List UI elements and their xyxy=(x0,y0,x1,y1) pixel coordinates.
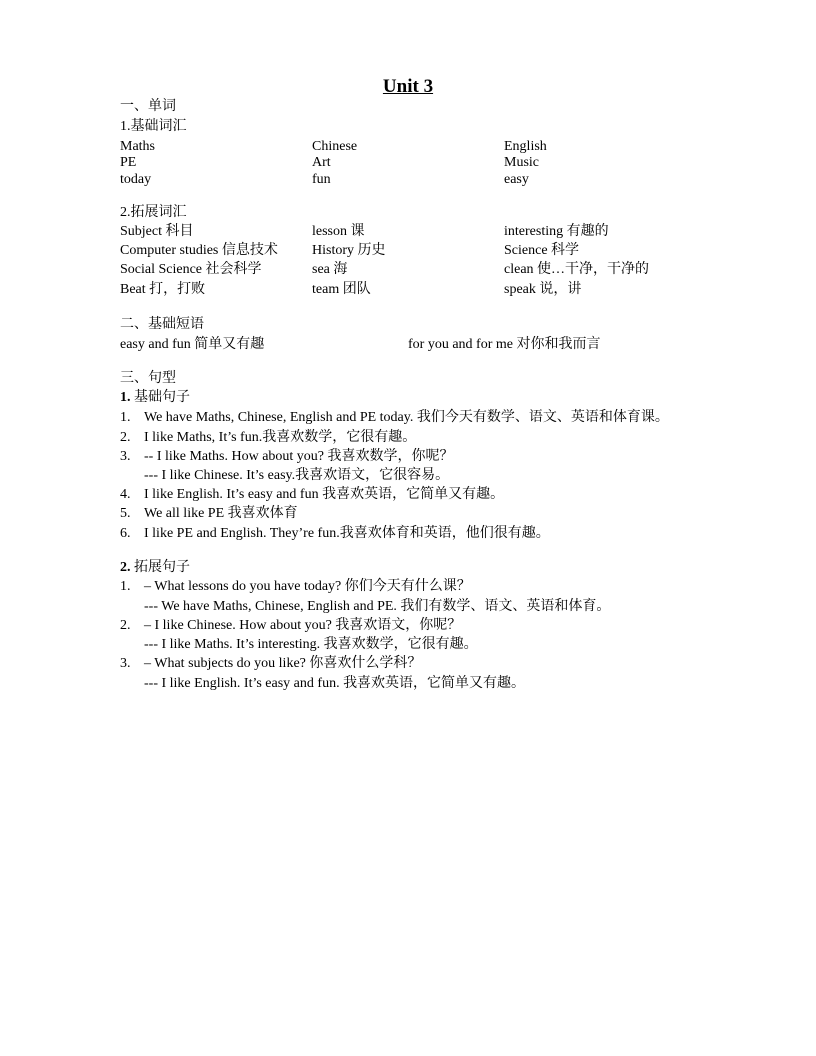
vocab-word: fun xyxy=(312,172,331,187)
sentence-number: 6. xyxy=(120,526,131,541)
sentence-number: 4. xyxy=(120,487,131,502)
sentence-number: 1. xyxy=(120,579,131,594)
sentence-text: – What subjects do you like? 你喜欢什么学科？ xyxy=(144,656,422,671)
vocab-word: Subject 科目 xyxy=(120,224,194,239)
section-heading-sentences: 三、句型 xyxy=(120,371,176,386)
phrase: for you and for me 对你和我而言 xyxy=(408,337,601,352)
vocab-word: History 历史 xyxy=(312,243,386,258)
sentence-number: 3. xyxy=(120,449,131,464)
subheading-label: 拓展句子 xyxy=(134,560,190,575)
sentence-text: --- I like Maths. It’s interesting. 我喜欢数学，它很有趣。 xyxy=(144,637,478,652)
subheading-basic-vocabulary: 1.基础词汇 xyxy=(120,119,187,134)
subheading-number: 2. xyxy=(120,560,131,575)
vocab-word: interesting 有趣的 xyxy=(504,224,609,239)
vocab-word: clean 使…干净，干净的 xyxy=(504,262,650,277)
sentence-number: 3. xyxy=(120,656,131,671)
phrase: easy and fun 简单又有趣 xyxy=(120,337,265,352)
sentence-number: 2. xyxy=(120,618,131,633)
vocab-word: Chinese xyxy=(312,139,358,154)
page-title: Unit 3 xyxy=(382,76,434,97)
sentence-text: I like PE and English. They’re fun.我喜欢体育和英语，他们很有趣。 xyxy=(144,526,550,541)
vocab-word: English xyxy=(504,139,547,154)
subheading-number: 1. xyxy=(120,390,131,405)
vocab-word: Social Science 社会科学 xyxy=(120,262,262,277)
subheading-extended-vocabulary: 2.拓展词汇 xyxy=(120,205,187,220)
sentence-text: --- I like Chinese. It’s easy.我喜欢语文，它很容易。 xyxy=(144,468,450,483)
sentence-text: We all like PE 我喜欢体育 xyxy=(144,506,298,521)
subheading-extended-sentences xyxy=(120,559,190,577)
sentence-text: – I like Chinese. How about you? 我喜欢语文，你呢？ xyxy=(144,618,462,633)
sentence-text: --- We have Maths, Chinese, English and PE. 我们有数学、语文、英语和体育。 xyxy=(144,599,611,614)
sentence-number: 2. xyxy=(120,430,131,445)
vocab-word: easy xyxy=(504,172,529,187)
sentence-number: 5. xyxy=(120,506,131,521)
vocab-word: lesson 课 xyxy=(312,224,365,239)
vocab-word: Science 科学 xyxy=(504,243,580,258)
subheading-basic-sentences xyxy=(120,389,190,407)
subheading-label: 基础句子 xyxy=(134,390,190,405)
vocab-word: Beat 打，打败 xyxy=(120,282,206,297)
vocab-word: Music xyxy=(504,155,539,170)
vocab-word: Maths xyxy=(120,139,155,154)
vocab-word: PE xyxy=(120,155,137,170)
sentence-text: I like English. It’s easy and fun 我喜欢英语，它简单又有趣。 xyxy=(144,487,505,502)
section-heading-phrases: 二、基础短语 xyxy=(120,317,204,332)
vocab-word: Art xyxy=(312,155,331,170)
vocab-word: today xyxy=(120,172,152,187)
section-heading-vocabulary: 一、单词 xyxy=(120,99,176,114)
sentence-number: 1. xyxy=(120,410,131,425)
vocab-word: team 团队 xyxy=(312,282,371,297)
vocab-word: speak 说，讲 xyxy=(504,282,582,297)
sentence-text: --- I like English. It’s easy and fun. 我喜欢英语，它简单又有趣。 xyxy=(144,676,526,691)
sentence-text: -- I like Maths. How about you? 我喜欢数学，你呢？ xyxy=(144,449,454,464)
sentence-text: We have Maths, Chinese, English and PE today. 我们今天有数学、语文、英语和体育课。 xyxy=(144,410,669,425)
vocab-word: sea 海 xyxy=(312,262,348,277)
vocab-word: Computer studies 信息技术 xyxy=(120,243,278,258)
sentence-text: I like Maths, It’s fun.我喜欢数学，它很有趣。 xyxy=(144,430,417,445)
sentence-text: – What lessons do you have today? 你们今天有什么课？ xyxy=(144,579,471,594)
